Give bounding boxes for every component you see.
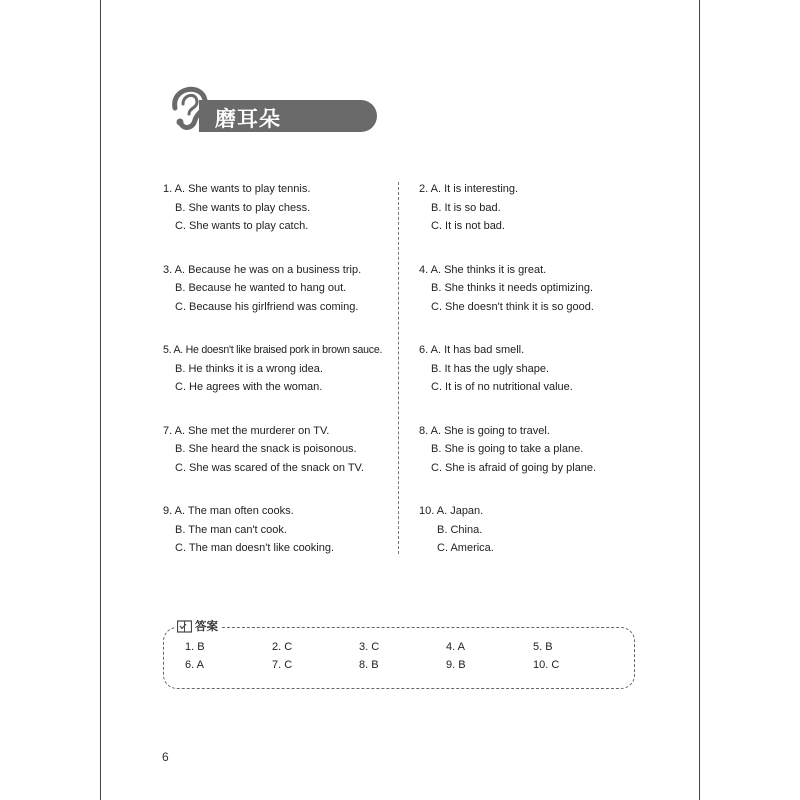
question-item: 6. A. It has bad smell. B. It has the ugly shape. C. It is of no nutritional value.	[419, 344, 573, 393]
book-page	[100, 0, 700, 800]
question-item: 9. A. The man often cooks. B. The man can't cook. C. The man doesn't like cooking.	[163, 505, 335, 554]
question-item: 7. A. She met the murderer on TV. B. She heard the snack is poisonous. C. She was scared of the snack on TV.	[163, 424, 364, 474]
question-item: 10. A. Japan. B. China. C. America.	[419, 505, 494, 554]
answer-grid	[185, 641, 625, 671]
question-item: 4. A. She thinks it is great. B. She thinks it needs optimizing. C. She doesn't think it is so good.	[419, 263, 594, 313]
question-item: 2. A. It is interesting. B. It is so bad. C. It is not bad.	[419, 183, 519, 232]
question-item: 5. A. He doesn't like braised pork in brown sauce. B. He thinks it is a wrong idea. C. He agrees with the woman.	[163, 344, 383, 393]
question-item: 1. A. She wants to play tennis. B. She wants to play chess. C. She wants to play catch.	[163, 183, 311, 232]
answer-item: 7. C	[272, 659, 293, 671]
section-title: 磨耳朵	[215, 107, 281, 131]
page-number: 6	[162, 750, 169, 764]
question-item: 8. A. She is going to travel. B. She is going to take a plane. C. She is afraid of going by plane.	[419, 424, 597, 474]
answer-item: 10. C	[533, 659, 560, 671]
section-heading	[161, 78, 421, 138]
column-divider	[398, 182, 399, 554]
answer-item: 4. A	[446, 641, 465, 653]
question-item: 3. A. Because he was on a business trip. B. Because he wanted to hang out. C. Because his girlfriend was coming.	[163, 263, 362, 313]
answer-label: 答案	[175, 618, 222, 634]
answer-item: 9. B	[446, 659, 466, 671]
answer-item: 8. B	[359, 659, 379, 671]
answer-item: 3. C	[359, 641, 380, 653]
questions-left-column	[163, 180, 393, 583]
ear-icon	[161, 78, 217, 138]
answer-item: 1. B	[185, 641, 205, 653]
answer-item: 6. A	[185, 659, 204, 671]
answer-item: 5. B	[533, 641, 553, 653]
answer-item: 2. C	[272, 641, 293, 653]
questions-right-column	[419, 180, 649, 583]
book-icon	[177, 620, 192, 633]
